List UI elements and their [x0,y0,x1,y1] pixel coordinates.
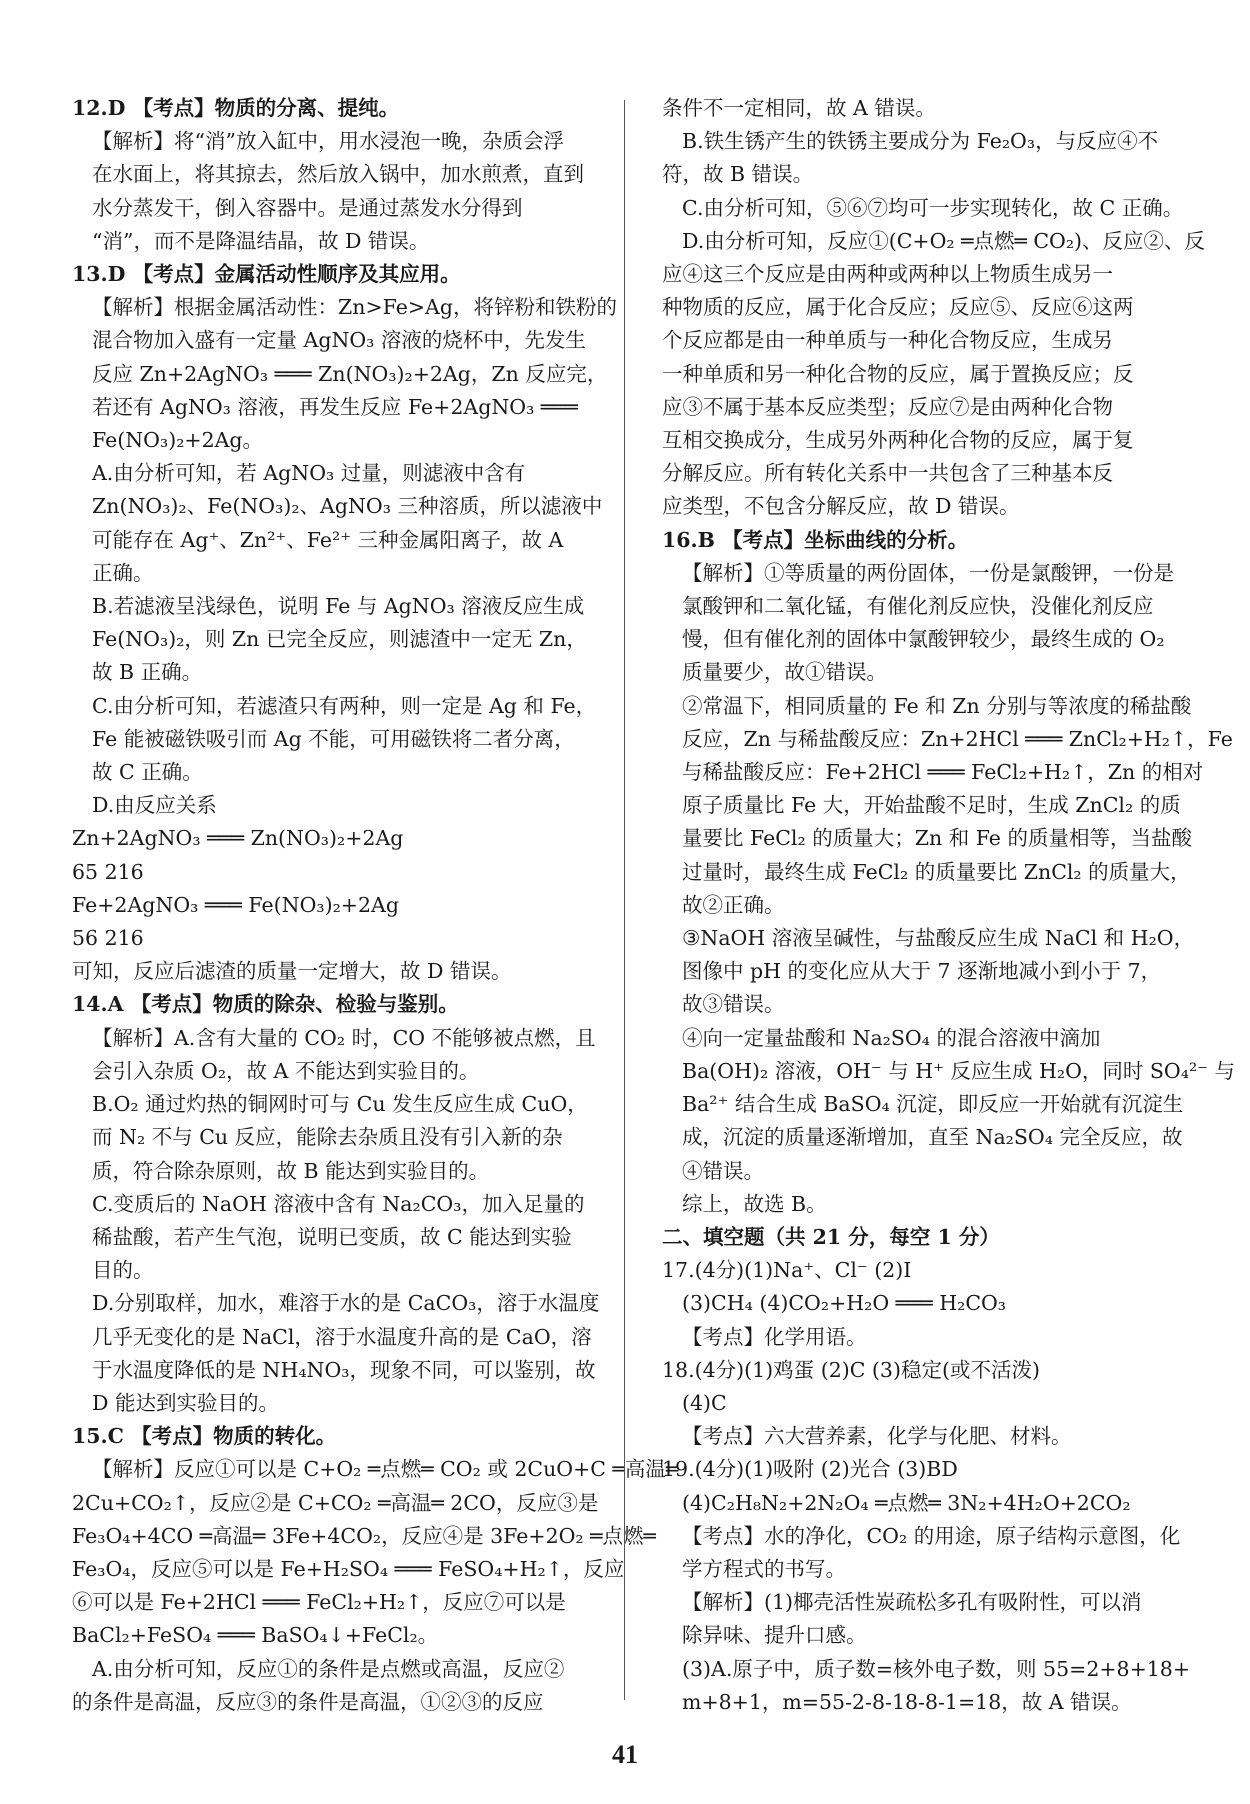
text-line: 可知，反应后滤渣的质量一定增大，故 D 错误。 [72,959,512,984]
text-line: 2Cu+CO₂↑，反应②是 C+CO₂ ═高温═ 2CO，反应③是 [72,1490,599,1515]
text-line: “消”，而不是降温结晶，故 D 错误。 [92,228,430,253]
text-line: 【考点】六大营养素，化学与化肥、材料。 [682,1424,1072,1449]
text-line: 正确。 [92,560,154,585]
text-line: C.变质后的 NaOH 溶液中含有 Na₂CO₃，加入足量的 [92,1191,585,1216]
text-line: 故③错误。 [682,992,785,1017]
text-line: 符，故 B 错误。 [662,162,814,187]
text-line: 与稀盐酸反应：Fe+2HCl ═══ FeCl₂+H₂↑，Zn 的相对 [682,760,1204,785]
text-line: 过量时，最终生成 FeCl₂ 的质量要比 ZnCl₂ 的质量大， [682,859,1191,884]
text-line: 【解析】(1)椰壳活性炭疏松多孔有吸附性，可以消 [682,1590,1142,1615]
text-line: 会引入杂质 O₂，故 A 不能达到实验目的。 [92,1058,480,1083]
text-line: ②常温下，相同质量的 Fe 和 Zn 分别与等浓度的稀盐酸 [682,693,1192,718]
answer-heading: 16.B 【考点】坐标曲线的分析。 [662,527,969,552]
text-line: C.由分析可知，若滤渣只有两种，则一定是 Ag 和 Fe， [92,693,597,718]
text-line: 【考点】水的净化，CO₂ 的用途，原子结构示意图，化 [682,1523,1181,1548]
text-line: ⑥可以是 Fe+2HCl ═══ FeCl₂+H₂↑，反应⑦可以是 [72,1590,566,1615]
text-line: 【解析】将“消”放入缸中，用水浸泡一晚，杂质会浮 [92,129,564,154]
text-line: D.分别取样，加水，难溶于水的是 CaCO₃，溶于水温度 [92,1291,600,1316]
text-line: C.由分析可知，⑤⑥⑦均可一步实现转化，故 C 正确。 [682,195,1184,220]
text-line: 综上，故选 B。 [682,1191,827,1216]
right-column [662,92,1236,1719]
text-line: D.由分析可知，反应①(C+O₂ ═点燃═ CO₂)、反应②、反 [682,228,1206,253]
text-line: 质量要少，故①错误。 [682,660,887,685]
text-line: 故 B 正确。 [92,660,203,685]
text-line: B.铁生锈产生的铁锈主要成分为 Fe₂O₃，与反应④不 [682,129,1159,154]
text-line: (4)C [682,1390,727,1415]
text-line: 56 216 [72,926,144,951]
text-line: 【解析】反应①可以是 C+O₂ ═点燃═ CO₂ 或 2CuO+C ═高温═ [92,1457,679,1482]
text-line: Zn(NO₃)₂、Fe(NO₃)₂、AgNO₃ 三种溶质，所以滤液中 [92,494,603,519]
text-line: Fe₃O₄+4CO ═高温═ 3Fe+4CO₂，反应④是 3Fe+2O₂ ═点燃═ [72,1523,656,1548]
text-line: 慢，但有催化剂的固体中氯酸钾较少，最终生成的 O₂ [682,627,1165,652]
text-line: 【解析】①等质量的两份固体，一份是氯酸钾，一份是 [682,560,1174,585]
text-line: 若还有 AgNO₃ 溶液，再发生反应 Fe+2AgNO₃ ═══ [92,394,578,419]
text-line: ④错误。 [682,1158,764,1183]
text-line: (3)A.原子中，质子数=核外电子数，则 55=2+8+18+ [682,1656,1191,1681]
text-line: 18.(4分)(1)鸡蛋 (2)C (3)稳定(或不活泼) [662,1357,1040,1382]
left-column [72,92,679,1719]
text-line: Zn+2AgNO₃ ═══ Zn(NO₃)₂+2Ag [72,826,404,851]
text-line: 水分蒸发干，倒入容器中。是通过蒸发水分得到 [92,195,523,220]
answer-heading: 13.D 【考点】金属活动性顺序及其应用。 [72,262,461,287]
page-number: 41 [612,1740,638,1769]
text-line: 量要比 FeCl₂ 的质量大；Zn 和 Fe 的质量相等，当盐酸 [682,826,1192,851]
text-line: 氯酸钾和二氧化锰，有催化剂反应快，没催化剂反应 [682,594,1154,619]
text-line: B.O₂ 通过灼热的铜网时可与 Cu 发生反应生成 CuO， [92,1092,588,1117]
text-line: 稀盐酸，若产生气泡，说明已变质，故 C 能达到实验 [92,1224,572,1249]
text-line: 目的。 [92,1258,154,1283]
text-line: 反应 Zn+2AgNO₃ ═══ Zn(NO₃)₂+2Ag，Zn 反应完， [92,361,608,386]
text-line: 反应，Zn 与稀盐酸反应：Zn+2HCl ═══ ZnCl₂+H₂↑，Fe [682,726,1233,751]
text-line: 【解析】A.含有大量的 CO₂ 时，CO 不能够被点燃，且 [92,1025,596,1050]
text-line: 分解反应。所有转化关系中一共包含了三种基本反 [662,461,1113,486]
text-line: 故 C 正确。 [92,760,203,785]
text-line: 65 216 [72,859,144,884]
answer-heading: 15.C 【考点】物质的转化。 [72,1424,337,1449]
text-line: Fe+2AgNO₃ ═══ Fe(NO₃)₂+2Ag [72,892,399,917]
text-line: 一种单质和另一种化合物的反应，属于置换反应；反 [662,361,1134,386]
text-line: 【解析】根据金属活动性：Zn>Fe>Ag，将锌粉和铁粉的 [92,295,617,320]
text-line: (3)CH₄ (4)CO₂+H₂O ═══ H₂CO₃ [682,1291,1007,1316]
text-line: Ba(OH)₂ 溶液，OH⁻ 与 H⁺ 反应生成 H₂O，同时 SO₄²⁻ 与 [682,1058,1236,1083]
text-line: D 能达到实验目的。 [92,1390,279,1415]
text-line: A.由分析可知，若 AgNO₃ 过量，则滤液中含有 [92,461,526,486]
text-line: 于水温度降低的是 NH₄NO₃，现象不同，可以鉴别，故 [92,1357,596,1382]
text-line: Fe(NO₃)₂+2Ag。 [92,428,264,453]
text-line: 几乎无变化的是 NaCl，溶于水温度升高的是 CaO，溶 [92,1324,592,1349]
text-line: 而 N₂ 不与 Cu 反应，能除去杂质且没有引入新的杂 [92,1125,563,1150]
text-line: 可能存在 Ag⁺、Zn²⁺、Fe²⁺ 三种金属阳离子，故 A [92,527,564,552]
text-line: 互相交换成分，生成另外两种化合物的反应，属于复 [662,428,1134,453]
text-line: 学方程式的书写。 [682,1556,846,1581]
text-line: 【考点】化学用语。 [682,1324,867,1349]
text-line: Fe₃O₄，反应⑤可以是 Fe+H₂SO₄ ═══ FeSO₄+H₂↑，反应 [72,1556,625,1581]
text-line: (4)C₂H₈N₂+2N₂O₄ ═点燃═ 3N₂+4H₂O+2CO₂ [682,1490,1131,1515]
text-line: 个反应都是由一种单质与一种化合物反应，生成另 [662,328,1113,353]
text-line: 混合物加入盛有一定量 AgNO₃ 溶液的烧杯中，先发生 [92,328,586,353]
text-line: Fe 能被磁铁吸引而 Ag 不能，可用磁铁将二者分离， [92,726,575,751]
text-line: 除异味、提升口感。 [682,1623,867,1648]
text-line: B.若滤液呈浅绿色，说明 Fe 与 AgNO₃ 溶液反应生成 [92,594,585,619]
text-line: Fe(NO₃)₂，则 Zn 已完全反应，则滤渣中一定无 Zn， [92,627,587,652]
answer-heading: 14.A 【考点】物质的除杂、检验与鉴别。 [72,992,459,1017]
text-line: 原子质量比 Fe 大，开始盐酸不足时，生成 ZnCl₂ 的质 [682,793,1181,818]
section-heading: 二、填空题（共 21 分，每空 1 分） [662,1224,1000,1249]
text-line: 在水面上，将其掠去，然后放入锅中，加水煎煮，直到 [92,162,584,187]
text-line: BaCl₂+FeSO₄ ═══ BaSO₄↓+FeCl₂。 [72,1623,439,1648]
text-line: A.由分析可知，反应①的条件是点燃或高温，反应② [92,1656,565,1681]
text-line: 成，沉淀的质量逐渐增加，直至 Na₂SO₄ 完全反应，故 [682,1125,1183,1150]
text-line: 图像中 pH 的变化应从大于 7 逐渐地减小到小于 7， [682,959,1162,984]
text-line: 种物质的反应，属于化合反应；反应⑤、反应⑥这两 [662,295,1134,320]
text-line: 条件不一定相同，故 A 错误。 [662,96,936,120]
column-divider [624,100,625,1700]
text-line: 应④这三个反应是由两种或两种以上物质生成另一 [662,262,1113,287]
text-line: 质，符合除杂原则，故 B 能达到实验目的。 [92,1158,490,1183]
text-line: ③NaOH 溶液呈碱性，与盐酸反应生成 NaCl 和 H₂O， [682,926,1195,951]
text-line: m+8+1，m=55-2-8-18-8-1=18，故 A 错误。 [682,1689,1132,1714]
text-line: D.由反应关系 [92,793,217,818]
text-line: 故②正确。 [682,892,785,917]
text-line: 应类型，不包含分解反应，故 D 错误。 [662,494,1020,519]
text-line: Ba²⁺ 结合生成 BaSO₄ 沉淀，即反应一开始就有沉淀生 [682,1092,1184,1117]
text-line: 17.(4分)(1)Na⁺、Cl⁻ (2)I [662,1258,912,1283]
answer-heading: 12.D 【考点】物质的分离、提纯。 [72,96,400,120]
text-line: ④向一定量盐酸和 Na₂SO₄ 的混合溶液中滴加 [682,1025,1101,1050]
text-line: 的条件是高温，反应③的条件是高温，①②③的反应 [72,1689,544,1714]
text-line: 应③不属于基本反应类型；反应⑦是由两种化合物 [662,394,1113,419]
text-line: 19.(4分)(1)吸附 (2)光合 (3)BD [662,1457,958,1482]
